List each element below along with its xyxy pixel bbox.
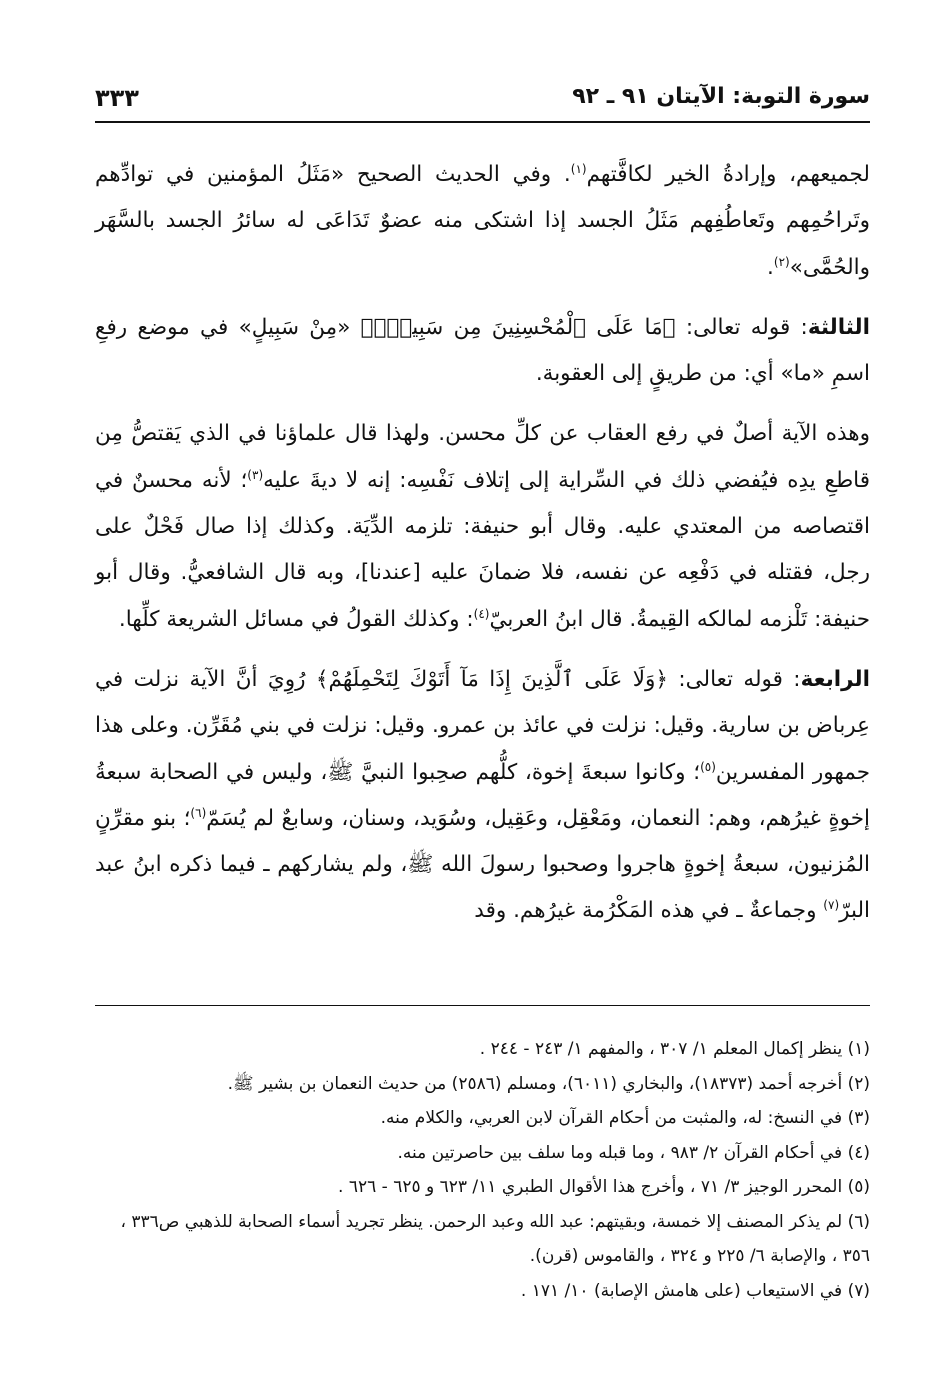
footnote: (٣) في النسخ: له، والمثبت من أحكام القرآن لابن العربي، والكلام منه.	[380, 1108, 870, 1128]
footnote: (٧) في الاستيعاب (على هامش الإصابة) ١٠/ ١٧١ .	[520, 1280, 870, 1301]
paragraph-3: وهذه الآية أصلٌ في رفع العقاب عن كلِّ محسن. ولهذا قال علماؤنا في الذي يَقتصُّ مِن قاطعِ يدِه فيُفضي ذلك في السِّراية إلى إتلاف نَفْسِه: إنه لا ديةَ عليه$^{(٣)}$؛ لأنه محسنٌ في اقتصاصه من المعتدي عليه. وقال أبو حنيفة: تلزمه الدِّيَة. وكذلك إذا صال فَحْلٌ على رجل، فقتله في دَفْعِه عن نفسه، فلا ضمانَ عليه [عندنا]، وبه قال الشافعيُّ. وقال أبو حنيفة: تَلْزمه لمالكه القِيمةُ. قال ابنُ العربيّ$^{(٤)}$: وكذلك القولُ في مسائل الشريعة كلِّها.	[95, 421, 871, 632]
running-title: سورة التوبة: الآيتان ٩١ ـ ٩٢	[572, 84, 870, 109]
footnote: (١) ينظر إكمال المعلم ١/ ٣٠٧ ، والمفهم ١/ ٢٤٣ - ٢٤٤ .	[479, 1039, 870, 1059]
footnote-ref-1: (١)	[570, 161, 587, 176]
page-header	[95, 78, 870, 118]
footnote-ref-4: (٤)	[473, 606, 490, 621]
main-text	[95, 152, 870, 935]
footnotes	[95, 1032, 870, 1308]
quran-verse: ﴿وَلَا عَلَى ٱلَّذِينَ إِذَا مَآ أَتَوْكَ لِتَحْمِلَهُمْ﴾	[315, 666, 668, 692]
footnote: (٤) في أحكام القرآن ٢/ ٩٨٣ ، وما قبله وما سلف بين حاصرتين منه.	[397, 1142, 870, 1163]
footnote-ref-2: (٢)	[773, 254, 790, 269]
paragraph-2: الثالثة: قوله تعالى: ﴿مَا عَلَى ٱلْمُحْسِنِينَ مِن سَبِيلٍۚ﴾ «مِنْ سَبِيلٍ» في موضع رفعِ اسمِ «ما» أي: من طريقٍ إلى العقوبة.	[95, 314, 870, 387]
header-rule	[95, 121, 870, 123]
footnote-ref-3: (٣)	[247, 467, 264, 482]
paragraph-4: الرابعة: قوله تعالى: ﴿وَلَا عَلَى ٱلَّذِينَ إِذَا مَآ أَتَوْكَ لِتَحْمِلَهُمْ﴾ رُوِيَ أنَّ الآية نزلت في عِرباض بن سارية. وقيل: نزلت في عائذ بن عمرو. وقيل: نزلت في بني مُقَرِّن. وعلى هذا جمهور المفسرين$^{(٥)}$؛ وكانوا سبعةَ إخوة، كلُّهم صحِبوا النبيَّ ﷺ، وليس في الصحابة سبعةُ إخوةٍ غيرُهم، وهم: النعمان، ومَعْقِل، وعَقِيل، وسُوَيد، وسنان، وسابعٌ لم يُسَمّ$^{(٦)}$؛ بنو مقرِّنٍ المُزنيون، سبعةُ إخوةٍ هاجروا وصحبوا رسولَ الله ﷺ، ولم يشاركهم ـ فيما ذكره ابنُ عبد البرّ$^{(٧)}$ وجماعةٌ ـ في هذه المَكْرُمة غيرُهم. وقد	[95, 666, 870, 924]
paragraph-1: لجميعهم، وإرادةُ الخير لكافَّتهم$^{(١)}$. وفي الحديث الصحيح «مَثَلُ المؤمنين في توادِّهم وتَراحُمِهم وتَعاطُفِهم مَثَلُ الجسد إذا اشتكى منه عضوٌ تَدَاعَى له سائرُ الجسد بالسَّهَر والحُمَّى»$^{(٢)}$.	[95, 161, 870, 280]
page-number: ٣٣٣	[95, 84, 139, 112]
quran-verse: ﴿مَا عَلَى ٱلْمُحْسِنِينَ مِن سَبِيلٍۚ﴾	[360, 314, 676, 340]
footnote: (٢) أخرجه أحمد (١٨٣٧٣)، والبخاري (٦٠١١)، ومسلم (٢٥٨٦) من حديث النعمان بن بشير ﷺ.	[227, 1073, 870, 1094]
footnote: (٥) المحرر الوجيز ٣/ ٧١ ، وأخرج هذا الأقوال الطبري ١١/ ٦٢٣ و ٦٢٥ - ٦٢٦ .	[338, 1177, 870, 1197]
footnote-ref-6: (٦)	[190, 805, 207, 820]
footnote: (٦) لم يذكر المصنف إلا خمسة، وبقيتهم: عبد الله وعبد الرحمن. ينظر تجريد أسماء الصحابة للذهبي ص٣٣٦ ، ٣٥٦ ، والإصابة ٦/ ٢٢٥ و ٣٢٤ ، والقاموس (قرن).	[120, 1211, 870, 1266]
footnote-ref-5: (٥)	[700, 759, 716, 774]
footnote-separator	[95, 1005, 870, 1006]
quran-phrase: مِنْ سَبِيلٍ	[251, 314, 338, 340]
section-heading-third: الثالثة	[807, 314, 870, 340]
footnote-ref-7: (٧)	[823, 898, 840, 913]
section-heading-fourth: الرابعة	[800, 666, 870, 692]
